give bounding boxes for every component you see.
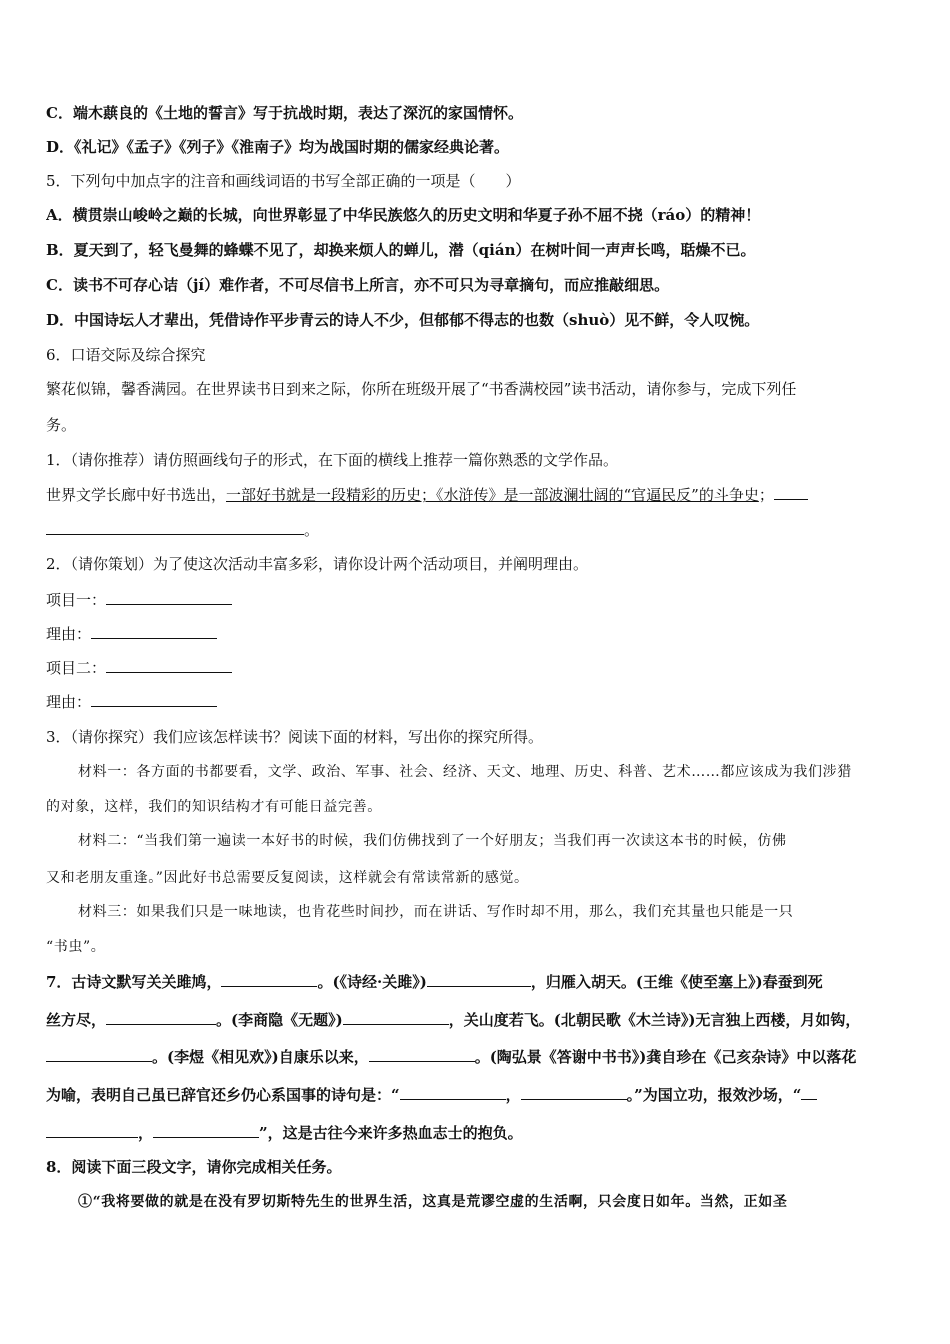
q4-option-c: C．端木蕻良的《土地的誓言》写于抗战时期，表达了深沉的家国情怀。 — [46, 104, 523, 122]
answer-blank[interactable] — [91, 692, 217, 707]
material-one-line2: 的对象，这样，我们的知识结构才有可能日益完善。 — [46, 799, 382, 815]
q6-intro-line2: 务。 — [46, 416, 77, 434]
answer-blank[interactable] — [369, 1047, 475, 1062]
answer-blank[interactable] — [400, 1085, 506, 1100]
project-one-label: 项目一： — [46, 591, 107, 609]
reason-one-row — [46, 623, 906, 645]
example-prefix: 世界文学长廊中好书选出， — [46, 486, 227, 504]
q7-text: 。(李商隐《无题》) — [216, 1011, 343, 1029]
reason-one-label: 理由： — [46, 625, 92, 643]
project-two-row — [46, 657, 906, 679]
q7-line5 — [46, 1122, 906, 1144]
q7-line3 — [46, 1046, 906, 1068]
q7-text: 。(《诗经·关雎》) — [317, 973, 427, 991]
q6-heading: 6．口语交际及综合探究 — [46, 346, 206, 364]
answer-blank[interactable] — [427, 972, 531, 987]
q7-text: ，关山度若飞。(北朝民歌《木兰诗》)无言独上西楼，月如钩， — [448, 1011, 861, 1029]
answer-blank[interactable] — [153, 1123, 259, 1138]
answer-blank[interactable] — [521, 1085, 627, 1100]
example-separator: ； — [758, 486, 774, 504]
answer-blank[interactable] — [106, 590, 232, 605]
q7-text: ， — [138, 1124, 154, 1142]
answer-blank[interactable] — [221, 972, 317, 987]
q7-text: 。(李煜《相见欢》)自康乐以来， — [152, 1048, 369, 1066]
material-two-line2: 又和老朋友重逢。”因此好书总需要反复阅读，这样就会有常读常新的感觉。 — [46, 870, 529, 886]
answer-end-mark: 。 — [304, 521, 320, 539]
q6-part1-prompt: 1．（请你推荐）请仿照画线句子的形式，在下面的横线上推荐一篇你熟悉的文学作品。 — [46, 451, 619, 469]
answer-blank[interactable] — [774, 485, 808, 500]
q7-text: 丝方尽， — [46, 1011, 107, 1029]
q5-option-d: D．中国诗坛人才辈出，凭借诗作平步青云的诗人不少，但郁郁不得志的也数（shuò）见不鲜，令人叹惋。 — [46, 311, 760, 329]
q7-text: 。”为国立功，报效沙场，“ — [626, 1086, 802, 1104]
q6-part1-answer-line — [46, 519, 906, 541]
q5-stem: 5．下列句中加点字的注音和画线词语的书写全部正确的一项是（ ） — [46, 172, 521, 190]
q7-line1 — [46, 971, 906, 993]
q6-part1-example — [46, 484, 906, 506]
reason-two-label: 理由： — [46, 693, 92, 711]
q5-option-b: B．夏天到了，轻飞曼舞的蜂蝶不见了，却换来烦人的蝉儿，潜（qián）在树叶间一声声长鸣，聒燥不已。 — [46, 241, 756, 259]
q4-option-d: D．《礼记》《孟子》《列子》《淮南子》均为战国时期的儒家经典论著。 — [46, 138, 510, 156]
q6-intro-line1: 繁花似锦，馨香满园。在世界读书日到来之际，你所在班级开展了“书香满校园”读书活动，请你参与，完成下列任 — [46, 380, 797, 398]
material-three-line1: 材料三：如果我们只是一味地读，也肯花些时间抄，而在讲话、写作时却不用，那么，我们充其量也只能是一只 — [78, 904, 794, 920]
answer-blank[interactable] — [46, 1047, 152, 1062]
answer-blank[interactable] — [343, 1010, 449, 1025]
q7-text: ，归雁入胡天。(王维《使至塞上》)春蚕到死 — [530, 973, 823, 991]
q7-text: ， — [505, 1086, 521, 1104]
project-two-label: 项目二： — [46, 659, 107, 677]
q7-text: 7．古诗文默写关关雎鸠， — [46, 973, 222, 991]
q5-option-c: C．读书不可存心诘（jí）难作者，不可尽信书上所言，亦不可只为寻章摘句，而应推敲细思。 — [46, 276, 670, 294]
answer-blank[interactable] — [91, 624, 217, 639]
material-two-line1: 材料二：“当我们第一遍读一本好书的时候，我们仿佛找到了一个好朋友；当我们再一次读这本书的时候，仿佛 — [78, 833, 787, 849]
project-one-row — [46, 589, 906, 611]
q7-line2 — [46, 1009, 906, 1031]
answer-blank[interactable] — [106, 1010, 216, 1025]
q5-option-a: A．横贯崇山峻岭之巅的长城，向世界彰显了中华民族悠久的历史文明和华夏子孙不屈不挠（ráo）的精神！ — [46, 206, 761, 224]
q8-passage-line1: ①“我将要做的就是在没有罗切斯特先生的世界生活，这真是荒谬空虚的生活啊，只会度日如年。当然，正如圣 — [78, 1194, 788, 1210]
material-one-line1: 材料一：各方面的书都要看，文学、政治、军事、社会、经济、天文、地理、历史、科普、艺术……都应该成为我们涉猎 — [78, 764, 852, 780]
q7-text: 。(陶弘景《答谢中书书》)龚自珍在《己亥杂诗》中以落花 — [474, 1048, 857, 1066]
q6-part3-prompt: 3．（请你探究）我们应该怎样读书？阅读下面的材料，写出你的探究所得。 — [46, 728, 544, 746]
q7-line4 — [46, 1084, 906, 1106]
answer-blank[interactable] — [46, 1123, 138, 1138]
reason-two-row — [46, 691, 906, 713]
example-underlined-sentence: 一部好书就是一段精彩的历史；《水浒传》是一部波澜壮阔的“官逼民反”的斗争史 — [226, 486, 759, 504]
answer-blank[interactable] — [801, 1085, 817, 1100]
answer-blank[interactable] — [46, 520, 304, 535]
material-three-line2: “书虫”。 — [46, 939, 106, 955]
q7-text: ”，这是古往今来许多热血志士的抱负。 — [259, 1124, 523, 1142]
q6-part2-prompt: 2．（请你策划）为了使这次活动丰富多彩，请你设计两个活动项目，并阐明理由。 — [46, 555, 589, 573]
q8-stem: 8．阅读下面三段文字，请你完成相关任务。 — [46, 1158, 342, 1176]
q7-text: 为喻，表明自己虽已辞官还乡仍心系国事的诗句是：“ — [46, 1086, 400, 1104]
answer-blank[interactable] — [106, 658, 232, 673]
